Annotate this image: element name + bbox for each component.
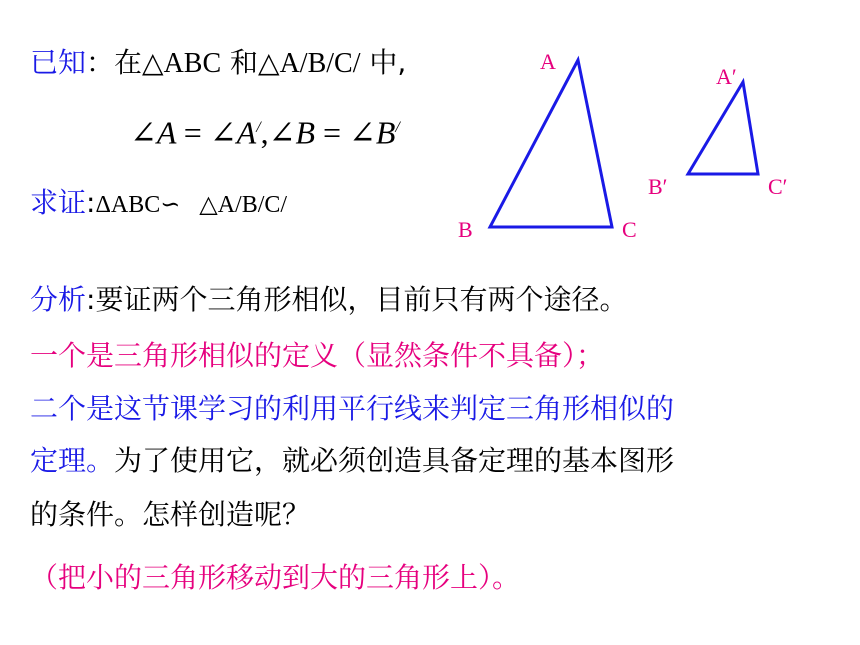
vertex-label-a: A [540,49,556,74]
analysis-text-1: :要证两个三角形相似，目前只有两个途径。 [86,283,628,316]
big-triangle [490,60,612,227]
analysis-label: 分析 [30,283,87,316]
vertex-label-b: B [458,217,473,242]
analysis-text-4: 为了使用它，就必须创造具备定理的基本图形 [114,444,675,477]
given-triangle-abc-prime: △A/B/C/ [258,48,361,79]
given-colon: ：在 [86,46,143,79]
analysis-line-3: 二个是这节课学习的利用平行线来判定三角形相似的 [30,392,675,425]
angle-a: ∠A [130,114,176,151]
analysis-theorem: 定理。 [30,444,115,477]
given-triangle-abc: △ABC [142,48,222,79]
analysis-line-1 [30,283,627,317]
triangles-figure [440,40,850,250]
prove-label: 求证 [30,186,87,219]
equals-sign: = [323,114,342,151]
analysis-line-4 [30,444,674,478]
prime-mark: / [395,119,400,136]
prime-mark: / [256,119,261,136]
separator: , [260,114,269,151]
angle-equalities [130,108,400,153]
prove-statement-b: △A/B/C/ [199,192,288,218]
given-and: 和 [221,46,259,79]
vertex-label-c-prime: C′ [768,174,788,199]
vertex-label-b-prime: B′ [648,174,668,199]
prove-colon: : [86,186,96,219]
analysis-line-2: 一个是三角形相似的定义（显然条件不具备）； [30,339,605,372]
vertex-label-a-prime: A′ [716,64,737,89]
prove-line [30,186,287,222]
given-tail: 中, [360,46,407,79]
analysis-line-6: （把小的三角形移动到大的三角形上）。 [30,561,521,594]
equals-sign: = [183,114,202,151]
prove-statement-a: ΔABC∽ [95,192,181,218]
angle-b-prime: ∠B [349,114,396,151]
given-line [30,46,406,81]
vertex-label-c: C [622,217,637,242]
analysis-line-5: 的条件。怎样创造呢？ [30,498,311,531]
angle-a-prime: ∠A [209,114,257,151]
small-triangle [688,82,758,174]
given-label: 已知 [30,46,87,79]
angle-b: ∠B [268,114,315,151]
